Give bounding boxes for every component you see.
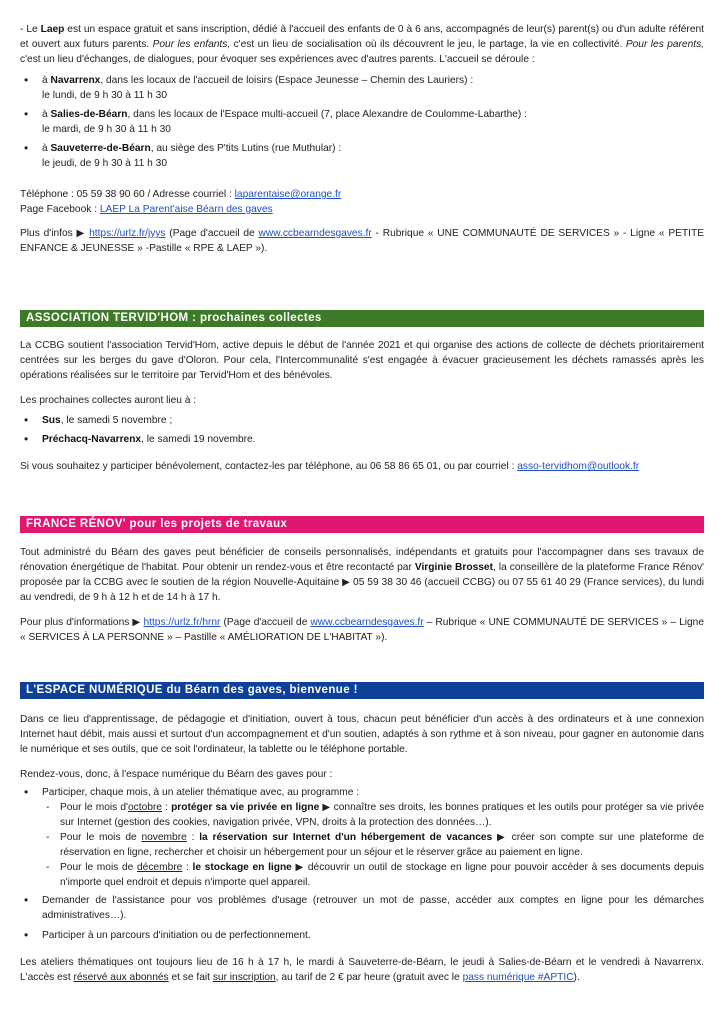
- numerique-intro: Dans ce lieu d'apprentissage, de pédagogie et d'initiation, ouvert à tous, chacun peut bénéficier d'un accès à des ordinateurs et à une connexion Internet haut débit, mais aussi et surtout d'un accompagnement et d'un soutien, adaptés à son rythme et à son niveau, pour gagner en autonomie dans le numérique et ses outils, que ce soit l'ordinateur, la tablette ou le téléphone portable.: [20, 714, 704, 755]
- tervid-item: • Préchacq-Navarrenx, le samedi 19 novembre.: [20, 432, 704, 447]
- laep-info: Plus d'infos ▶ https://urlz.fr/jyys (Page d'accueil de www.ccbearndesgaves.fr - Rubrique « UNE COMMUNAUTÉ DE SERVICES » - Ligne « PETITE ENFANCE & JEUNESSE » -Pastille « RPE & LAEP »).: [20, 228, 704, 254]
- numerique-section: [20, 712, 704, 985]
- numerique-schedule: Les ateliers thématiques ont toujours lieu de 16 h à 17 h, le mardi à Sauveterre-de-Béarn, le jeudi à Salies-de-Béarn et le vendredi à Navarrenx. L'accès est réservé aux abonnés et se fait sur inscription, au tarif de 2 € par heure (gratuit avec le pass numérique #APTIC).: [20, 957, 704, 983]
- tervid-section: [20, 338, 704, 474]
- numerique-bullet: • Participer, chaque mois, à un atelier thématique avec, au programme :: [20, 785, 704, 800]
- numerique-lead: Rendez-vous, donc, à l'espace numérique du Béarn des gaves pour :: [20, 769, 333, 780]
- laep-info-link[interactable]: https://urlz.fr/jyys: [89, 228, 166, 239]
- renov-intro: Tout administré du Béarn des gaves peut bénéficier de conseils personnalisés, indépendants et gratuits pour l'accompagner dans ses travaux de rénovation énergétique de l'habitat. Pour obtenir un rendez-vous et être recontacté par Virginie Brosset, la conseillère de la plateforme France Rénov' proposée par la CCBG avec le soutien de la région Nouvelle-Aquitaine ▶ 05 59 38 30 46 (accueil CCBG) ou 07 55 61 40 29 (France services), du lundi au vendredi, de 9 h à 12 h et de 14 h à 17 h.: [20, 547, 704, 603]
- numerique-bullet: • Demander de l'assistance pour vos problèmes d'usage (retrouver un mot de passe, accéder aux comptes en ligne pour les démarches administratives…).: [20, 893, 704, 923]
- tervid-header: ASSOCIATION TERVID'HOM : prochaines collectes: [20, 310, 704, 327]
- tervid-item: • Sus, le samedi 5 novembre ;: [20, 413, 704, 428]
- laep-section: [20, 22, 704, 256]
- ccbg-site-link[interactable]: www.ccbearndesgaves.fr: [258, 228, 372, 239]
- numerique-workshop: - Pour le mois de décembre : le stockage en ligne ▶ découvrir un outil de stockage en ligne pour pouvoir accéder à ses documents depuis n'importe quel endroit et depuis n'importe quel appareil.: [20, 860, 704, 890]
- laep-facebook-link[interactable]: LAEP La Parent'aise Béarn des gaves: [99, 204, 273, 215]
- numerique-header: L'ESPACE NUMÉRIQUE du Béarn des gaves, bienvenue !: [20, 682, 704, 699]
- renov-section: [20, 545, 704, 645]
- laep-place: • à Sauveterre-de-Béarn, au siège des P'tits Lutins (rue Muthular) : le jeudi, de 9 h 30 à 11 h 30: [20, 141, 704, 171]
- laep-email-link[interactable]: laparentaise@orange.fr: [234, 189, 342, 200]
- numerique-workshop: - Pour le mois d'octobre : protéger sa vie privée en ligne ▶ connaître ses droits, les bonnes pratiques et les outils pour protéger sa vie privée sur Internet (gestion des cookies, navigation privée, VPN, droits à la protection des données…).: [20, 800, 704, 830]
- numerique-workshop: - Pour le mois de novembre : la réservation sur Internet d'un hébergement de vacances ▶ créer son compte sur une plateforme de réservation en ligne, rechercher et choisir un hébergement pour un séjour et le réserver grâce au paiement en ligne.: [20, 830, 704, 860]
- laep-intro: - Le Laep est un espace gratuit et sans inscription, dédié à l'accueil des enfants de 0 à 6 ans, accompagnés de leur(s) parent(s) ou d'un adulte référent et ouvert aux futurs parents. Pour les enfants, c'est un lieu de socialisation où ils découvrent le jeu, le partage, la vie en collectivité. Pour les parents, c'est un lieu d'échanges, de dialogues, pour évoquer ses expériences avec d'autres parents. L'accueil se déroule :: [20, 24, 705, 65]
- renov-info-link[interactable]: https://urlz.fr/hrnr: [143, 617, 221, 628]
- tervid-intro: La CCBG soutient l'association Tervid'Hom, active depuis le début de l'année 2021 et qui organise des actions de collecte de déchets prioritairement centrées sur les berges du gave d'Oloron. Pour cela, l'Intercommunalité s'est engagée à évacuer gracieusement les déchets ramassés après les opérations réalisées sur le territoire par Tervid'Hom et des bénévoles.: [20, 340, 704, 381]
- ccbg-site-link[interactable]: www.ccbearndesgaves.fr: [310, 617, 424, 628]
- renov-header: FRANCE RÉNOV' pour les projets de travaux: [20, 516, 704, 533]
- laep-places: [20, 73, 704, 171]
- tervid-email-link[interactable]: asso-tervidhom@outlook.fr: [517, 461, 640, 472]
- laep-place: • à Navarrenx, dans les locaux de l'accueil de loisirs (Espace Jeunesse – Chemin des Lauriers) : le lundi, de 9 h 30 à 11 h 30: [20, 73, 704, 103]
- tervid-lead: Les prochaines collectes auront lieu à :: [20, 395, 197, 406]
- tervid-contact: Si vous souhaitez y participer bénévolement, contactez-les par téléphone, au 06 58 86 65 01, ou par courriel : asso-tervidhom@outlook.fr: [20, 461, 640, 472]
- laep-place: • à Salies-de-Béarn, dans les locaux de l'Espace multi-accueil (7, place Alexandre de Coulomme-Labarthe) : le mardi, de 9 h 30 à 11 h 30: [20, 107, 704, 137]
- numerique-bullet: • Participer à un parcours d'initiation ou de perfectionnement.: [20, 928, 704, 943]
- renov-info: Pour plus d'informations ▶ https://urlz.fr/hrnr (Page d'accueil de www.ccbearndesgaves.fr – Rubrique « UNE COMMUNAUTÉ DE SERVICES » – Ligne « SERVICES À LA PERSONNE » – Pastille « AMÉLIORATION DE L'HABITAT »).: [20, 617, 704, 643]
- laep-contact: Téléphone : 05 59 38 90 60 / Adresse courriel : laparentaise@orange.fr Page Facebook : LAEP La Parent'aise Béarn des gaves: [20, 189, 342, 215]
- aptic-pass-link[interactable]: pass numérique #APTIC: [462, 972, 574, 983]
